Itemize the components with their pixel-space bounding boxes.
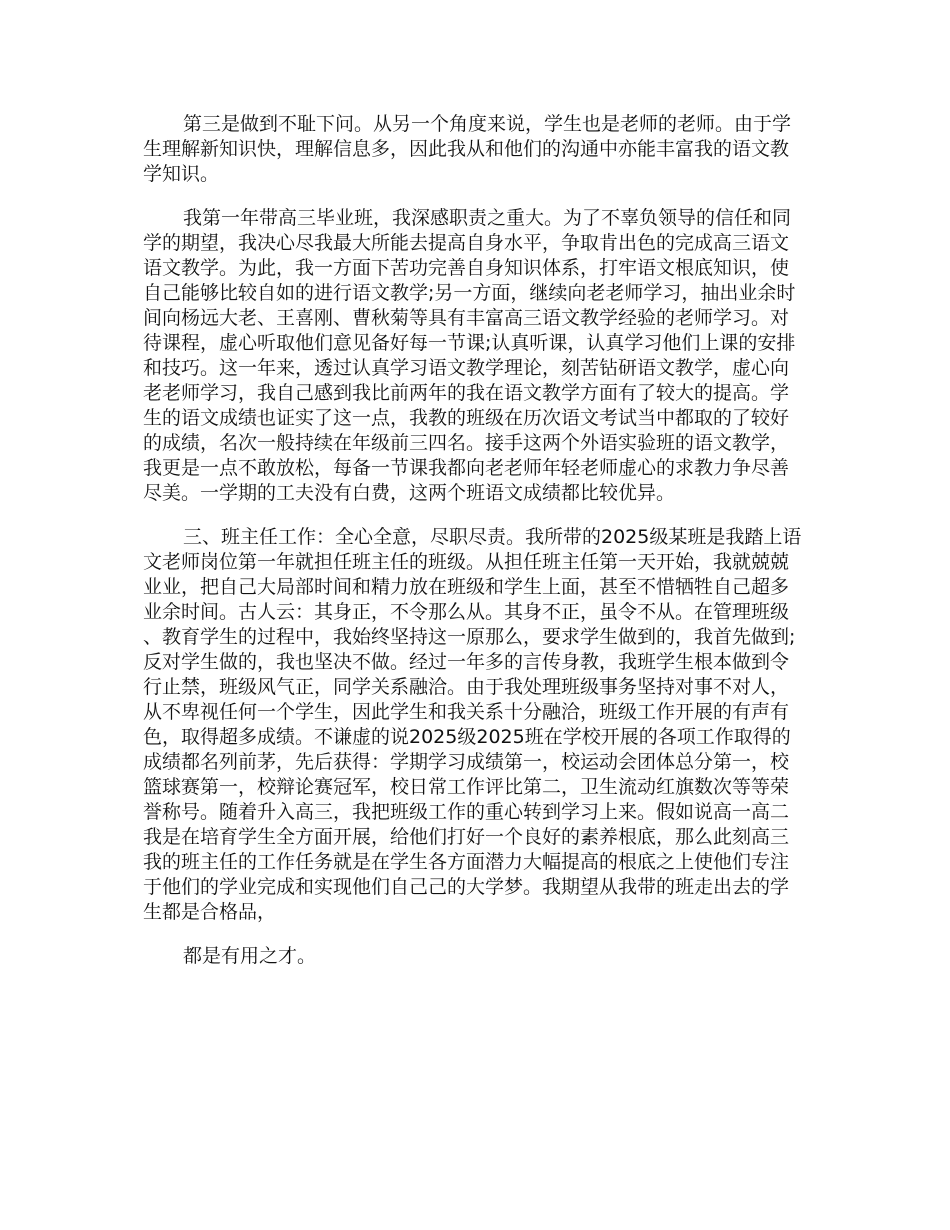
document-page (143, 112, 803, 988)
paragraph-4: 都是有用之才。 (183, 945, 317, 967)
paragraph-2: 我第一年带高三毕业班，我深感职责之重大。为了不辜负领导的信任和同学的期望，我决心尽我最大所能去提高自身水平，争取肯出色的完成高三语文语文教学。为此，我一方面下苦功完善自身知识体系，打牢语文根底知识，使自己能够比较自如的进行语文教学;另一方面，继续向老老师学习，抽出业余时间向杨远大老、王喜刚、曹秋菊等具有丰富高三语文教学经验的老师学习。对待课程，虚心听取他们意见备好每一节课;认真听课，认真学习他们上课的安排和技巧。这一年来，透过认真学习语文教学理论，刻苦钻研语文教学，虚心向老老师学习，我自己感到我比前两年的我在语文教学方面有了较大的提高。学生的语文成绩也证实了这一点，我教的班级在历次语文考试当中都取的了较好的成绩，名次一般持续在年级前三四名。接手这两个外语实验班的语文教学，我更是一点不敢放松，每备一节课我都向老老师年轻老师虚心的求教力争尽善尽美。一学期的工夫没有白费，这两个班语文成绩都比较优异。 (143, 207, 796, 504)
paragraph-1: 第三是做到不耻下问。从另一个角度来说，学生也是老师的老师。由于学生理解新知识快，理解信息多，因此我从和他们的沟通中亦能丰富我的语文教学知识。 (143, 113, 792, 185)
paragraph-3: 三、班主任工作：全心全意，尽职尽责。我所带的2025级某班是我踏上语文老师岗位第一年就担任班主任的班级。从担任班主任第一天开始，我就兢兢业业，把自己大局部时间和精力放在班级和学生上面，甚至不惜牺牲自己超多业余时间。古人云：其身正，不令那么从。其身不正，虽令不从。在管理班级、教育学生的过程中，我始终坚持这一原那么，要求学生做到的，我首先做到;反对学生做的，我也坚决不做。经过一年多的言传身教，我班学生根本做到令行止禁，班级风气正，同学关系融洽。由于我处理班级事务坚持对事不对人，从不卑视任何一个学生，因此学生和我关系十分融洽，班级工作开展的有声有色，取得超多成绩。不谦虚的说2025级2025班在学校开展的各项工作取得的成绩都名列前茅，先后获得：学期学习成绩第一，校运动会团体总分第一，校篮球赛第一，校辩论赛冠军，校日常工作评比第二，卫生流动红旗数次等等荣誉称号。随着升入高三，我把班级工作的重心转到学习上来。假如说高一高二我是在培育学生全方面开展，给他们打好一个良好的素养根底，那么此刻高三我的班主任的工作任务就是在学生各方面潜力大幅提高的根底之上使他们专注于他们的学业完成和实现他们自己己的大学梦。我期望从我带的班走出去的学生都是合格品， (143, 526, 802, 923)
